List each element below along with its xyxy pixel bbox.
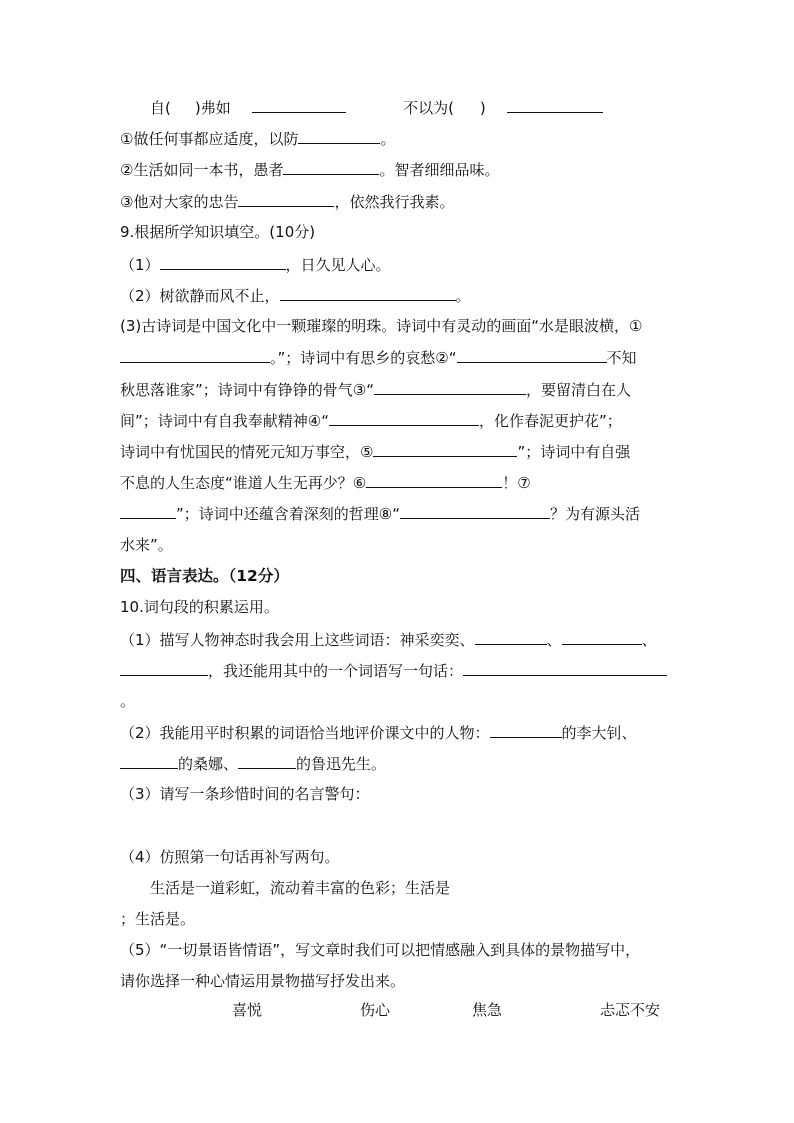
q8-s3-blank[interactable] bbox=[238, 190, 334, 207]
q10-p2-blank-3[interactable] bbox=[238, 752, 296, 769]
idiom-1-suffix: )弗如 bbox=[194, 99, 231, 117]
q10-p1-text: （1）描写人物神态时我会用上这些词语：神采奕奕、 bbox=[120, 631, 475, 649]
q9-line-6 bbox=[120, 409, 622, 432]
q9-line-4 bbox=[120, 346, 637, 369]
q10-p1-sep-2: 、 bbox=[641, 631, 657, 649]
q9-line-10: 水来”。 bbox=[120, 536, 173, 554]
q10-p1-end: 。 bbox=[120, 692, 136, 710]
q10-p2-blank-1[interactable] bbox=[490, 721, 562, 738]
q9-l5-end: ，要留清白在人 bbox=[526, 381, 632, 399]
q9-l7-end: ”；诗词中有自强 bbox=[517, 443, 631, 461]
q8-sentence-3 bbox=[120, 190, 454, 213]
q9-l8-text: 不息的人生态度“谁道人生无再少？⑥ bbox=[120, 474, 367, 492]
q9-l7-text: 诗词中有忧国民的情死元知万事空，⑤ bbox=[120, 443, 374, 461]
q8-s1-blank[interactable] bbox=[298, 127, 380, 144]
q9-blank-2[interactable] bbox=[457, 346, 607, 363]
q10-p2-line-1 bbox=[120, 721, 637, 744]
q9-l2-end: 。 bbox=[455, 287, 471, 305]
q8-s2-text: ②生活如同一本书，愚者 bbox=[120, 161, 284, 179]
q9-l6-end: ，化作春泥更护花”； bbox=[479, 412, 622, 430]
q8-s1-text: ①做任何事都应适度，以防 bbox=[120, 130, 299, 148]
q8-s2-end: 。智者细细品味。 bbox=[379, 161, 500, 179]
q9-line-1 bbox=[120, 253, 391, 276]
q10-p1-sep-1: 、 bbox=[546, 631, 562, 649]
idiom-2-blank[interactable] bbox=[507, 96, 603, 113]
idiom-1-blank[interactable] bbox=[252, 96, 346, 113]
q9-l1-num: （1） bbox=[120, 256, 160, 274]
q9-line-3: (3)古诗词是中国文化中一颗璀璨的明珠。诗词中有灵动的画面“水是眼波横，① bbox=[120, 317, 643, 335]
q9-blank-4[interactable] bbox=[329, 409, 479, 426]
q9-blank-8[interactable] bbox=[400, 502, 550, 519]
q9-line-8 bbox=[120, 471, 531, 494]
idiom-2-suffix: ) bbox=[479, 99, 486, 117]
q10-p1-line-2 bbox=[120, 659, 667, 682]
q10-title: 10.词句段的积累运用。 bbox=[120, 598, 279, 616]
q9-blank-5[interactable] bbox=[373, 440, 517, 457]
q9-l8-end: ！⑦ bbox=[502, 474, 531, 492]
q8-s2-blank[interactable] bbox=[283, 158, 379, 175]
q9-l2-text: （2）树欲静而风不止， bbox=[120, 287, 280, 305]
q9-l4-end: 不知 bbox=[606, 349, 637, 367]
idiom-1-prefix: 自( bbox=[150, 99, 171, 117]
q10-p4: （4）仿照第一句话再补写两句。 bbox=[120, 848, 340, 866]
q8-sentence-1 bbox=[120, 127, 395, 150]
q9-line-2 bbox=[120, 284, 471, 307]
q10-p5-line-1: （5）“一切景语皆情语”，写文章时我们可以把情感融入到具体的景物描写中， bbox=[120, 941, 641, 959]
mood-option-uneasy[interactable]: 忐忑不安 bbox=[600, 1001, 661, 1019]
section-4-title: 四、语言表达。（12分） bbox=[120, 567, 289, 585]
q10-p2-text-4: 的鲁迅先生。 bbox=[296, 755, 387, 773]
q10-p4-second: ；生活是。 bbox=[120, 910, 196, 928]
q9-line-9 bbox=[120, 502, 640, 525]
q9-l4-text: 。”；诗词中有思乡的哀愁②“ bbox=[270, 349, 457, 367]
q10-p5-line-2: 请你选择一种心情运用景物描写抒发出来。 bbox=[120, 972, 406, 990]
q10-p2-text-3: 的桑娜、 bbox=[178, 755, 239, 773]
q9-l1-text: ，日久见人心。 bbox=[285, 256, 391, 274]
mood-option-joy[interactable]: 喜悦 bbox=[232, 1001, 263, 1019]
q10-p2-text-2: 的李大钊、 bbox=[561, 724, 637, 742]
q10-p1-sentence-blank[interactable] bbox=[463, 659, 667, 676]
idiom-line bbox=[150, 96, 603, 119]
q10-p1-text-2: ，我还能用其中的一个词语写一句话： bbox=[208, 662, 464, 680]
q9-l6-text: 间”；诗词中有自我奉献精神④“ bbox=[120, 412, 329, 430]
q10-p2-text: （2）我能用平时积累的词语恰当地评价课文中的人物： bbox=[120, 724, 490, 742]
q9-blank-3[interactable] bbox=[374, 378, 526, 395]
q9-line-7 bbox=[120, 440, 630, 463]
q9-blank-6[interactable] bbox=[366, 471, 502, 488]
q9-l9-text: ”；诗词中还蕴含着深刻的哲理⑧“ bbox=[176, 505, 400, 523]
q10-p2-blank-2[interactable] bbox=[120, 752, 178, 769]
q9-blank-7[interactable] bbox=[120, 502, 176, 519]
mood-option-anxious[interactable]: 焦急 bbox=[472, 1001, 503, 1019]
q8-s1-end: 。 bbox=[380, 130, 396, 148]
q10-p2-line-2 bbox=[120, 752, 386, 775]
q10-p1-line-1 bbox=[120, 628, 657, 651]
q9-l1-blank[interactable] bbox=[160, 253, 286, 270]
q10-p3: （3）请写一条珍惜时间的名言警句： bbox=[120, 785, 370, 803]
q9-title: 9.根据所学知识填空。(10分) bbox=[120, 223, 316, 241]
q10-p4-sample: 生活是一道彩虹，流动着丰富的色彩；生活是 bbox=[150, 879, 451, 897]
idiom-2-prefix: 不以为( bbox=[403, 99, 454, 117]
q8-sentence-2 bbox=[120, 158, 499, 181]
q8-s3-text: ③他对大家的忠告 bbox=[120, 193, 239, 211]
mood-option-sad[interactable]: 伤心 bbox=[360, 1001, 391, 1019]
q9-l5-text: 秋思落谁家”；诗词中有铮铮的骨气③“ bbox=[120, 381, 374, 399]
q8-s3-end: ，依然我行我素。 bbox=[334, 193, 455, 211]
q10-p1-blank-3[interactable] bbox=[120, 659, 208, 676]
q9-l2-blank[interactable] bbox=[280, 284, 456, 301]
q10-p1-blank-2[interactable] bbox=[562, 628, 642, 645]
q9-l9-end: ？为有源头活 bbox=[550, 505, 641, 523]
q9-blank-1[interactable] bbox=[120, 346, 270, 363]
q9-line-5 bbox=[120, 378, 631, 401]
q10-p1-blank-1[interactable] bbox=[475, 628, 547, 645]
